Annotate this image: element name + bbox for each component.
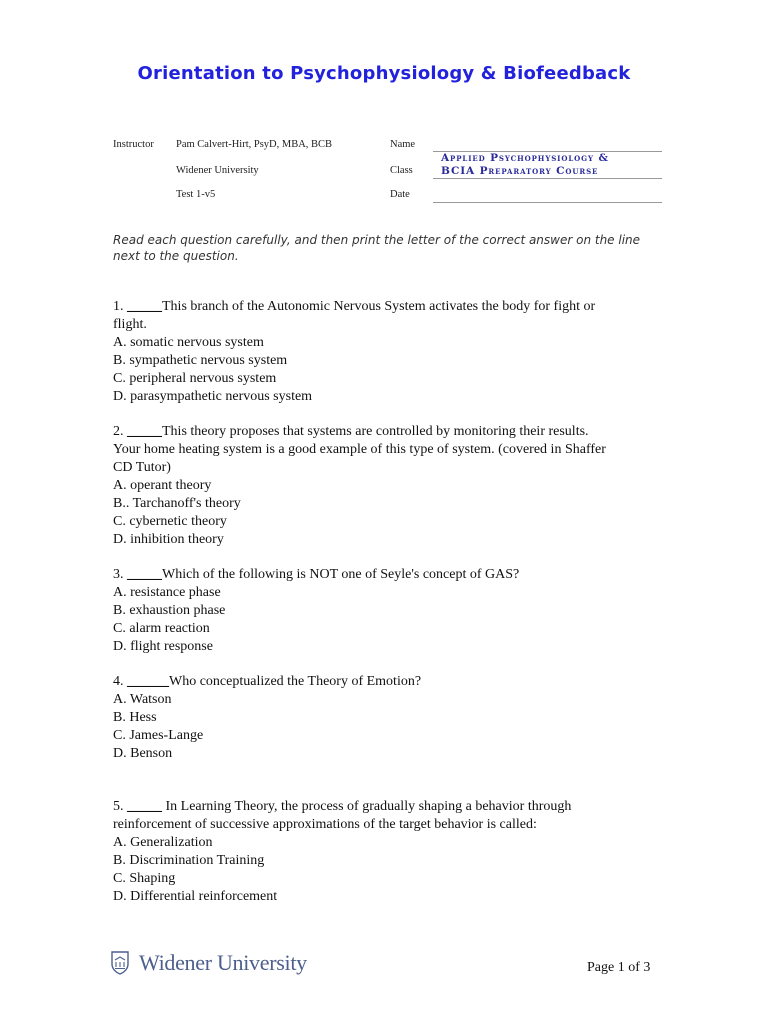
instructor-name: Pam Calvert-Hirt, PsyD, MBA, BCB (176, 139, 333, 150)
date-line (433, 202, 662, 203)
question-text: Who conceptualized the Theory of Emotion? (169, 674, 422, 689)
test-version: Test 1-v5 (176, 189, 216, 200)
class-label: Class (390, 165, 413, 176)
page-number: Page 1 of 3 (587, 960, 651, 975)
answer-blank: _____ (127, 424, 162, 439)
question-4 (113, 673, 653, 763)
question-text: This theory proposes that systems are controlled by monitoring their results. (162, 424, 589, 439)
option-a: A. resistance phase (113, 585, 221, 600)
option-b: B.. Tarchanoff's theory (113, 496, 241, 511)
question-text: This branch of the Autonomic Nervous System activates the body for fight or (162, 299, 596, 314)
question-number: 2. (113, 424, 127, 439)
name-label: Name (390, 139, 416, 150)
question-stem (113, 423, 653, 441)
option-c: C. peripheral nervous system (113, 371, 277, 386)
answer-blank: _____ (127, 799, 162, 814)
instructions: Read each question carefully, and then print the letter of the correct answer on the line next to the question. (113, 233, 641, 263)
question-text-continued: Your home heating system is a good example of this type of system. (covered in Shaffer (113, 442, 606, 457)
answer-blank: _____ (127, 299, 162, 314)
document-title: Orientation to Psychophysiology & Biofeedback (137, 63, 631, 84)
question-stem (113, 798, 653, 816)
question-text: In Learning Theory, the process of gradually shaping a behavior through (162, 799, 572, 814)
option-d: D. parasympathetic nervous system (113, 389, 313, 404)
option-b: B. Hess (113, 710, 157, 725)
option-b: B. exhaustion phase (113, 603, 226, 618)
question-number: 3. (113, 567, 127, 582)
question-stem (113, 298, 653, 316)
class-line (433, 178, 662, 179)
option-c: C. cybernetic theory (113, 514, 227, 529)
question-stem (113, 566, 653, 584)
question-3 (113, 566, 653, 656)
option-d: D. Differential reinforcement (113, 889, 278, 904)
shield-icon (111, 951, 129, 975)
instructor-label: Instructor (113, 139, 154, 150)
question-number: 4. (113, 674, 127, 689)
answer-blank: ______ (127, 674, 169, 689)
answer-blank: _____ (127, 567, 162, 582)
question-text-continued: flight. (113, 317, 147, 332)
date-label: Date (390, 189, 410, 200)
question-stem (113, 673, 653, 691)
option-d: D. inhibition theory (113, 532, 224, 547)
widener-university-logo (111, 950, 307, 976)
university-name: Widener University (176, 165, 259, 176)
option-d: D. flight response (113, 639, 213, 654)
question-text-continued: reinforcement of successive approximations of the target behavior is called: (113, 817, 537, 832)
logo-wordmark: Widener University (139, 950, 307, 975)
option-c: C. James-Lange (113, 728, 204, 743)
question-1 (113, 298, 653, 406)
option-c: C. Shaping (113, 871, 176, 886)
option-a: A. somatic nervous system (113, 335, 264, 350)
option-a: A. Watson (113, 692, 172, 707)
question-text-continued: CD Tutor) (113, 460, 171, 475)
question-text: Which of the following is NOT one of Seyle's concept of GAS? (162, 567, 520, 582)
question-number: 1. (113, 299, 127, 314)
option-b: B. sympathetic nervous system (113, 353, 288, 368)
question-number: 5. (113, 799, 127, 814)
option-a: A. Generalization (113, 835, 213, 850)
course-name-line1: Applied Psychophysiology & (441, 152, 609, 164)
option-c: C. alarm reaction (113, 621, 210, 636)
question-5 (113, 798, 653, 906)
option-b: B. Discrimination Training (113, 853, 265, 868)
option-a: A. operant theory (113, 478, 212, 493)
option-d: D. Benson (113, 746, 173, 761)
question-2 (113, 423, 653, 549)
course-name-line2: BCIA Preparatory Course (441, 165, 599, 177)
